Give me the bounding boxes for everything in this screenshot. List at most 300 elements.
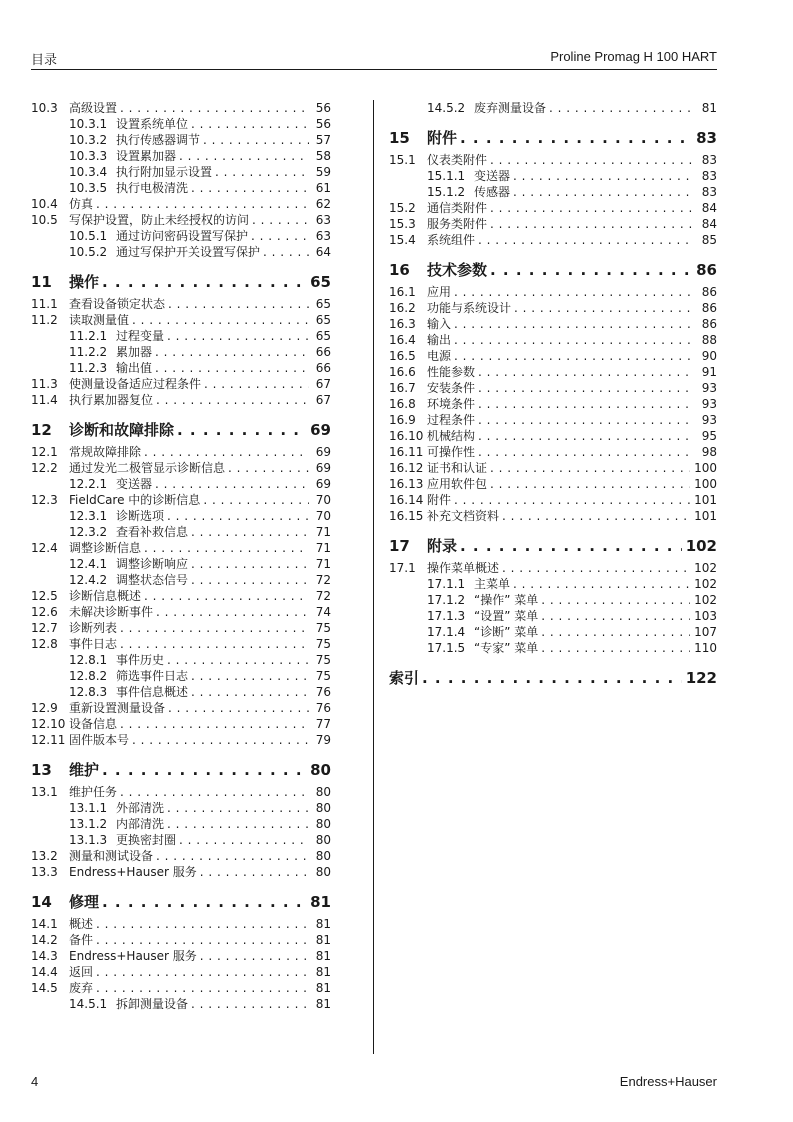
toc-entry-number: 12.11 bbox=[31, 733, 66, 747]
toc-entry[interactable] bbox=[389, 396, 717, 412]
dot-leader bbox=[454, 316, 695, 332]
toc-entry-number: 12.4.2 bbox=[69, 573, 108, 587]
toc-entry-number: 16.1 bbox=[389, 285, 416, 299]
toc-entry-page: 69 bbox=[315, 461, 331, 475]
dot-leader bbox=[203, 132, 309, 148]
toc-entry-page: 62 bbox=[315, 197, 331, 211]
toc-entry[interactable] bbox=[389, 412, 717, 428]
toc-entry[interactable] bbox=[31, 328, 331, 344]
toc-entry[interactable] bbox=[31, 832, 331, 848]
toc-entry[interactable] bbox=[31, 620, 331, 636]
toc-entry[interactable] bbox=[31, 916, 331, 932]
toc-entry-title: 诊断列表 bbox=[69, 621, 118, 635]
toc-entry-title: 内部清洗 bbox=[116, 817, 165, 831]
toc-entry[interactable] bbox=[31, 572, 331, 588]
toc-entry-number: 15.3 bbox=[389, 217, 416, 231]
toc-entry-page: 98 bbox=[701, 445, 717, 459]
toc-entry[interactable] bbox=[31, 964, 331, 980]
toc-entry[interactable] bbox=[31, 604, 331, 620]
toc-entry-number: 12.2.1 bbox=[69, 477, 108, 491]
dot-leader bbox=[191, 180, 309, 196]
dot-leader bbox=[191, 524, 309, 540]
toc-entry-page: 93 bbox=[701, 397, 717, 411]
toc-entry-number: 10.3.5 bbox=[69, 181, 108, 195]
toc-entry-page: 80 bbox=[315, 833, 331, 847]
toc-entry-title: 仪表类附件 bbox=[427, 153, 488, 167]
toc-entry-title: 查看补救信息 bbox=[116, 525, 189, 539]
toc-entry-page: 63 bbox=[315, 213, 331, 227]
toc-entry[interactable] bbox=[31, 716, 331, 732]
dot-leader bbox=[167, 508, 309, 524]
toc-entry-title: 外部清洗 bbox=[116, 801, 165, 815]
toc-entry[interactable] bbox=[31, 848, 331, 864]
toc-entry-number: 16.8 bbox=[389, 397, 416, 411]
toc-entry-title: “操作” 菜单 bbox=[474, 593, 539, 607]
toc-entry[interactable] bbox=[31, 588, 331, 604]
dot-leader bbox=[478, 232, 695, 248]
dot-leader bbox=[200, 948, 309, 964]
toc-chapter-entry[interactable] bbox=[389, 666, 717, 690]
toc-column-right bbox=[389, 100, 717, 692]
toc-entry[interactable] bbox=[389, 380, 717, 396]
toc-entry[interactable] bbox=[389, 300, 717, 316]
toc-entry-title: 查看设备锁定状态 bbox=[69, 297, 166, 311]
toc-entry[interactable] bbox=[31, 100, 331, 116]
toc-entry-number: 15.2 bbox=[389, 201, 416, 215]
toc-entry-number: 17.1.1 bbox=[427, 577, 466, 591]
toc-entry-number: 12 bbox=[31, 421, 52, 439]
toc-entry-number: 10.4 bbox=[31, 197, 58, 211]
toc-entry-page: 83 bbox=[701, 169, 717, 183]
toc-entry[interactable] bbox=[389, 444, 717, 460]
toc-entry-page: 83 bbox=[696, 129, 717, 147]
toc-entry-title: 设置累加器 bbox=[116, 149, 177, 163]
toc-entry[interactable] bbox=[389, 624, 717, 640]
toc-entry-page: 56 bbox=[315, 101, 331, 115]
toc-entry[interactable] bbox=[31, 476, 331, 492]
toc-entry-number: 12.5 bbox=[31, 589, 58, 603]
toc-entry-title: 输入 bbox=[427, 317, 452, 331]
dot-leader bbox=[155, 476, 309, 492]
toc-entry-page: 57 bbox=[315, 133, 331, 147]
header-rule bbox=[31, 69, 717, 70]
toc-chapter-entry[interactable] bbox=[31, 418, 331, 442]
toc-entry-number: 11.2.1 bbox=[69, 329, 108, 343]
toc-entry-number: 14.2 bbox=[31, 933, 58, 947]
toc-entry-page: 80 bbox=[315, 801, 331, 815]
toc-entry[interactable] bbox=[389, 428, 717, 444]
dot-leader bbox=[204, 376, 309, 392]
toc-entry-title: 废弃测量设备 bbox=[474, 101, 547, 115]
toc-entry[interactable] bbox=[31, 636, 331, 652]
toc-entry[interactable] bbox=[31, 228, 331, 244]
toc-entry-number: 12.4.1 bbox=[69, 557, 108, 571]
toc-entry[interactable] bbox=[389, 560, 717, 576]
toc-entry-number: 13.3 bbox=[31, 865, 58, 879]
toc-entry-number: 12.1 bbox=[31, 445, 58, 459]
toc-entry[interactable] bbox=[31, 148, 331, 164]
dot-leader bbox=[513, 184, 695, 200]
toc-entry-number: 12.3.2 bbox=[69, 525, 108, 539]
toc-entry-number: 11.2 bbox=[31, 313, 58, 327]
toc-entry-title: “设置” 菜单 bbox=[474, 609, 539, 623]
toc-entry-number: 16.4 bbox=[389, 333, 416, 347]
toc-entry-page: 65 bbox=[315, 313, 331, 327]
toc-entry-title: 附录 bbox=[427, 537, 458, 555]
toc-entry[interactable] bbox=[31, 444, 331, 460]
toc-entry-title: 机械结构 bbox=[427, 429, 476, 443]
dot-leader bbox=[167, 652, 309, 668]
toc-entry-number: 12.8.1 bbox=[69, 653, 108, 667]
toc-entry[interactable] bbox=[31, 212, 331, 228]
toc-entry-title: 应用 bbox=[427, 285, 452, 299]
toc-entry[interactable] bbox=[389, 100, 717, 116]
toc-entry-page: 72 bbox=[315, 589, 331, 603]
dot-leader bbox=[490, 460, 690, 476]
toc-entry-number: 10.3.3 bbox=[69, 149, 108, 163]
dot-leader bbox=[490, 200, 695, 216]
dot-leader bbox=[102, 270, 306, 294]
toc-entry[interactable] bbox=[31, 800, 331, 816]
toc-entry-title: 维护 bbox=[69, 761, 100, 779]
dot-leader bbox=[167, 816, 309, 832]
dot-leader bbox=[177, 418, 306, 442]
toc-entry-number: 14.1 bbox=[31, 917, 58, 931]
toc-entry[interactable] bbox=[31, 392, 331, 408]
toc-entry-page: 81 bbox=[315, 981, 331, 995]
toc-entry-page: 75 bbox=[315, 669, 331, 683]
toc-entry-page: 83 bbox=[701, 185, 717, 199]
toc-entry[interactable] bbox=[31, 508, 331, 524]
toc-entry-number: 10.5 bbox=[31, 213, 58, 227]
toc-entry-page: 86 bbox=[701, 285, 717, 299]
toc-entry-title: 诊断选项 bbox=[116, 509, 165, 523]
toc-entry-page: 75 bbox=[315, 653, 331, 667]
toc-entry[interactable] bbox=[31, 196, 331, 212]
toc-entry-page: 86 bbox=[696, 261, 717, 279]
toc-entry[interactable] bbox=[31, 180, 331, 196]
toc-entry[interactable] bbox=[389, 508, 717, 524]
toc-entry[interactable] bbox=[31, 948, 331, 964]
toc-entry-number: 15.1 bbox=[389, 153, 416, 167]
toc-entry-title: 传感器 bbox=[474, 185, 511, 199]
toc-chapter-entry[interactable] bbox=[31, 270, 331, 294]
dot-leader bbox=[96, 916, 309, 932]
toc-entry-page: 81 bbox=[315, 997, 331, 1011]
toc-entry-page: 76 bbox=[315, 701, 331, 715]
dot-leader bbox=[96, 932, 309, 948]
dot-leader bbox=[460, 534, 682, 558]
toc-entry-title: 更换密封圈 bbox=[116, 833, 177, 847]
dot-leader bbox=[191, 668, 309, 684]
toc-entry-page: 71 bbox=[315, 541, 331, 555]
toc-entry-title: 通过发光二极管显示诊断信息 bbox=[69, 461, 226, 475]
toc-entry-title: 事件历史 bbox=[116, 653, 165, 667]
toc-entry-number: 16 bbox=[389, 261, 410, 279]
dot-leader bbox=[478, 412, 695, 428]
toc-entry[interactable] bbox=[389, 348, 717, 364]
dot-leader bbox=[168, 296, 309, 312]
toc-entry-title: 变送器 bbox=[474, 169, 511, 183]
dot-leader bbox=[541, 592, 690, 608]
toc-entry-title: 证书和认证 bbox=[427, 461, 488, 475]
header-product-name: Proline Promag H 100 HART bbox=[550, 49, 717, 64]
toc-entry-page: 66 bbox=[315, 345, 331, 359]
toc-chapter-entry[interactable] bbox=[31, 758, 331, 782]
toc-entry-number: 14.3 bbox=[31, 949, 58, 963]
dot-leader bbox=[454, 332, 695, 348]
toc-entry-title: 调整诊断响应 bbox=[116, 557, 189, 571]
dot-leader bbox=[179, 148, 309, 164]
toc-entry[interactable] bbox=[31, 296, 331, 312]
toc-entry[interactable] bbox=[31, 116, 331, 132]
toc-entry-title: 诊断和故障排除 bbox=[69, 421, 175, 439]
toc-entry[interactable] bbox=[31, 556, 331, 572]
toc-entry[interactable] bbox=[31, 492, 331, 508]
toc-entry[interactable] bbox=[389, 576, 717, 592]
toc-entry[interactable] bbox=[389, 184, 717, 200]
toc-entry-number: 12.3 bbox=[31, 493, 58, 507]
toc-entry[interactable] bbox=[389, 200, 717, 216]
toc-entry-page: 81 bbox=[315, 933, 331, 947]
dot-leader bbox=[490, 216, 695, 232]
dot-leader bbox=[460, 126, 692, 150]
toc-entry-title: 未解决诊断事件 bbox=[69, 605, 154, 619]
dot-leader bbox=[502, 508, 690, 524]
toc-entry-title: 拆卸测量设备 bbox=[116, 997, 189, 1011]
dot-leader bbox=[120, 784, 309, 800]
dot-leader bbox=[155, 360, 309, 376]
toc-entry[interactable] bbox=[389, 284, 717, 300]
toc-entry[interactable] bbox=[389, 152, 717, 168]
toc-entry-number: 13.1.2 bbox=[69, 817, 108, 831]
toc-entry-title: 性能参数 bbox=[427, 365, 476, 379]
toc-entry-page: 67 bbox=[315, 377, 331, 391]
toc-chapter-entry[interactable] bbox=[389, 126, 717, 150]
toc-entry-page: 64 bbox=[315, 245, 331, 259]
toc-entry-page: 101 bbox=[694, 493, 717, 507]
dot-leader bbox=[478, 444, 695, 460]
toc-entry-title: Endress+Hauser 服务 bbox=[69, 949, 197, 963]
toc-entry-number: 10.3.1 bbox=[69, 117, 108, 131]
toc-entry-title: 服务类附件 bbox=[427, 217, 488, 231]
toc-entry-page: 86 bbox=[701, 301, 717, 315]
toc-entry[interactable] bbox=[389, 232, 717, 248]
toc-entry[interactable] bbox=[31, 360, 331, 376]
toc-entry[interactable] bbox=[31, 668, 331, 684]
toc-entry[interactable] bbox=[31, 312, 331, 328]
toc-entry-page: 107 bbox=[694, 625, 717, 639]
toc-entry-number: 11.3 bbox=[31, 377, 58, 391]
toc-entry-title: 诊断信息概述 bbox=[69, 589, 142, 603]
toc-entry-page: 77 bbox=[315, 717, 331, 731]
toc-entry-title: 主菜单 bbox=[474, 577, 511, 591]
toc-entry-page: 103 bbox=[694, 609, 717, 623]
toc-entry-page: 81 bbox=[310, 893, 331, 911]
toc-entry-number: 12.10 bbox=[31, 717, 66, 731]
toc-entry-title: 维护任务 bbox=[69, 785, 118, 799]
toc-entry-number: 16.9 bbox=[389, 413, 416, 427]
toc-entry-number: 17.1.3 bbox=[427, 609, 466, 623]
toc-entry[interactable] bbox=[389, 364, 717, 380]
toc-entry-number: 13.1.3 bbox=[69, 833, 108, 847]
toc-entry[interactable] bbox=[31, 684, 331, 700]
toc-entry-title: 备件 bbox=[69, 933, 94, 947]
toc-entry-page: 75 bbox=[315, 621, 331, 635]
toc-entry-page: 93 bbox=[701, 381, 717, 395]
toc-entry-title: 操作 bbox=[69, 273, 100, 291]
toc-entry[interactable] bbox=[389, 640, 717, 656]
toc-entry-page: 72 bbox=[315, 573, 331, 587]
toc-entry-title: 执行电极清洗 bbox=[116, 181, 189, 195]
dot-leader bbox=[120, 636, 309, 652]
dot-leader bbox=[454, 348, 695, 364]
toc-entry-title: 可操作性 bbox=[427, 445, 476, 459]
toc-entry-number: 17.1.5 bbox=[427, 641, 466, 655]
toc-entry-page: 83 bbox=[701, 153, 717, 167]
toc-entry-title: 修理 bbox=[69, 893, 100, 911]
toc-entry[interactable] bbox=[31, 816, 331, 832]
toc-entry-title: 固件版本号 bbox=[69, 733, 130, 747]
toc-entry-number: 16.14 bbox=[389, 493, 424, 507]
toc-entry-page: 81 bbox=[315, 965, 331, 979]
toc-entry-page: 63 bbox=[315, 229, 331, 243]
toc-entry-page: 91 bbox=[701, 365, 717, 379]
toc-entry[interactable] bbox=[31, 540, 331, 556]
toc-entry-title: 测量和测试设备 bbox=[69, 849, 154, 863]
toc-entry-title: 执行附加显示设置 bbox=[116, 165, 213, 179]
toc-entry-number: 14.5 bbox=[31, 981, 58, 995]
toc-entry-number: 12.4 bbox=[31, 541, 58, 555]
toc-entry-number: 16.10 bbox=[389, 429, 424, 443]
toc-entry-number: 12.6 bbox=[31, 605, 58, 619]
toc-entry-title: 系统组件 bbox=[427, 233, 476, 247]
toc-entry-page: 71 bbox=[315, 525, 331, 539]
dot-leader bbox=[490, 152, 695, 168]
toc-entry-page: 100 bbox=[694, 477, 717, 491]
toc-entry[interactable] bbox=[389, 592, 717, 608]
toc-entry-number: 14.4 bbox=[31, 965, 58, 979]
toc-entry[interactable] bbox=[389, 460, 717, 476]
toc-entry-page: 90 bbox=[701, 349, 717, 363]
toc-entry-number: 16.3 bbox=[389, 317, 416, 331]
toc-entry-number: 10.3 bbox=[31, 101, 58, 115]
dot-leader bbox=[120, 716, 309, 732]
toc-entry[interactable] bbox=[31, 864, 331, 880]
toc-entry[interactable] bbox=[31, 652, 331, 668]
toc-entry-page: 56 bbox=[315, 117, 331, 131]
toc-entry-page: 101 bbox=[694, 509, 717, 523]
toc-entry[interactable] bbox=[31, 524, 331, 540]
toc-chapter-entry[interactable] bbox=[389, 258, 717, 282]
dot-leader bbox=[549, 100, 695, 116]
toc-entry-page: 71 bbox=[315, 557, 331, 571]
dot-leader bbox=[102, 890, 306, 914]
toc-entry-title: 操作菜单概述 bbox=[427, 561, 500, 575]
toc-entry[interactable] bbox=[31, 980, 331, 996]
toc-entry[interactable] bbox=[31, 700, 331, 716]
toc-entry-page: 102 bbox=[694, 577, 717, 591]
toc-entry[interactable] bbox=[389, 476, 717, 492]
toc-entry-title: 输出 bbox=[427, 333, 452, 347]
toc-entry-page: 95 bbox=[701, 429, 717, 443]
toc-entry[interactable] bbox=[31, 132, 331, 148]
toc-entry-number: 11.1 bbox=[31, 297, 58, 311]
toc-entry-number: 16.15 bbox=[389, 509, 424, 523]
toc-entry-number: 11 bbox=[31, 273, 52, 291]
toc-entry[interactable] bbox=[31, 460, 331, 476]
toc-entry[interactable] bbox=[389, 216, 717, 232]
toc-entry-title: 应用软件包 bbox=[427, 477, 488, 491]
toc-entry[interactable] bbox=[31, 932, 331, 948]
toc-chapter-entry[interactable] bbox=[31, 890, 331, 914]
dot-leader bbox=[191, 684, 309, 700]
toc-entry-page: 102 bbox=[694, 561, 717, 575]
dot-leader bbox=[422, 666, 682, 690]
footer-brand: Endress+Hauser bbox=[619, 1074, 717, 1089]
toc-entry-page: 100 bbox=[694, 461, 717, 475]
toc-entry-number: 16.12 bbox=[389, 461, 424, 475]
toc-entry-page: 75 bbox=[315, 637, 331, 651]
toc-entry[interactable] bbox=[31, 996, 331, 1012]
dot-leader bbox=[156, 604, 309, 620]
toc-entry-title: 概述 bbox=[69, 917, 94, 931]
toc-entry-number: 17.1.2 bbox=[427, 593, 466, 607]
toc-entry-number: 15.4 bbox=[389, 233, 416, 247]
toc-entry-number: 12.7 bbox=[31, 621, 58, 635]
toc-entry-title: 执行累加器复位 bbox=[69, 393, 154, 407]
toc-entry[interactable] bbox=[31, 244, 331, 260]
toc-entry-page: 79 bbox=[315, 733, 331, 747]
toc-chapter-entry[interactable] bbox=[389, 534, 717, 558]
dot-leader bbox=[541, 624, 690, 640]
toc-entry[interactable] bbox=[31, 376, 331, 392]
toc-entry-title: 设置系统单位 bbox=[116, 117, 189, 131]
toc-entry-page: 61 bbox=[315, 181, 331, 195]
toc-entry-page: 86 bbox=[701, 317, 717, 331]
dot-leader bbox=[132, 312, 309, 328]
toc-entry[interactable] bbox=[389, 492, 717, 508]
toc-entry-page: 70 bbox=[315, 509, 331, 523]
toc-entry-page: 80 bbox=[315, 865, 331, 879]
toc-entry-page: 76 bbox=[315, 685, 331, 699]
toc-entry-title: Endress+Hauser 服务 bbox=[69, 865, 197, 879]
toc-entry[interactable] bbox=[31, 344, 331, 360]
toc-entry-number: 14.5.2 bbox=[427, 101, 466, 115]
toc-entry-page: 69 bbox=[310, 421, 331, 439]
toc-entry-page: 81 bbox=[315, 917, 331, 931]
toc-entry[interactable] bbox=[389, 332, 717, 348]
toc-entry-title: 通过写保护开关设置写保护 bbox=[116, 245, 261, 259]
toc-entry-title: 变送器 bbox=[116, 477, 153, 491]
toc-entry-page: 81 bbox=[701, 101, 717, 115]
toc-entry-page: 58 bbox=[315, 149, 331, 163]
toc-entry[interactable] bbox=[31, 784, 331, 800]
toc-entry[interactable] bbox=[389, 316, 717, 332]
toc-entry[interactable] bbox=[31, 164, 331, 180]
dot-leader bbox=[191, 996, 309, 1012]
toc-entry[interactable] bbox=[389, 168, 717, 184]
toc-entry-number: 17.1.4 bbox=[427, 625, 466, 639]
toc-entry[interactable] bbox=[31, 732, 331, 748]
toc-entry[interactable] bbox=[389, 608, 717, 624]
toc-entry-number: 12.8 bbox=[31, 637, 58, 651]
toc-entry-number: 12.8.3 bbox=[69, 685, 108, 699]
dot-leader bbox=[155, 344, 309, 360]
toc-entry-page: 80 bbox=[310, 761, 331, 779]
dot-leader bbox=[263, 244, 309, 260]
toc-entry-title: 通过访问密码设置写保护 bbox=[116, 229, 249, 243]
